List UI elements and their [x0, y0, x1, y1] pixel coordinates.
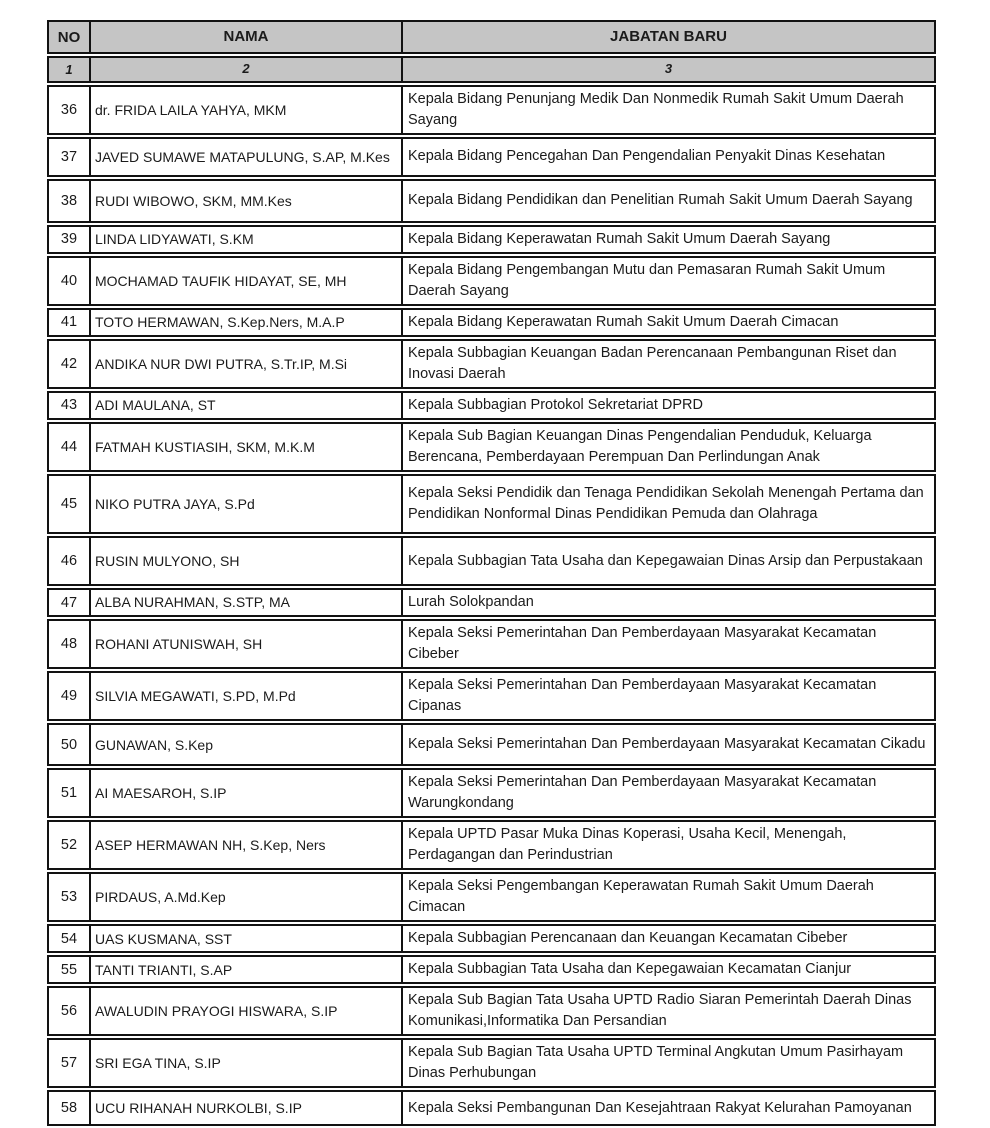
- row-name-cell: NIKO PUTRA JAYA, S.Pd: [91, 476, 403, 532]
- row-number-cell: 53: [49, 874, 91, 920]
- row-position-cell: Kepala Bidang Keperawatan Rumah Sakit Umum Daerah Cimacan: [408, 313, 839, 330]
- row-name-cell: LINDA LIDYAWATI, S.KM: [91, 227, 403, 252]
- row-name-cell: SRI EGA TINA, S.IP: [91, 1040, 403, 1086]
- table-header-row: [47, 20, 936, 54]
- row-name-cell: AWALUDIN PRAYOGI HISWARA, S.IP: [91, 988, 403, 1034]
- table-row: [47, 820, 936, 870]
- table-row: [47, 768, 936, 818]
- row-position-cell: Kepala Subbagian Tata Usaha dan Kepegawaian Dinas Arsip dan Perpustakaan: [408, 552, 923, 569]
- table-row: [47, 619, 936, 669]
- table-row: [47, 179, 936, 223]
- row-number-cell: 43: [49, 393, 91, 418]
- row-name-cell: ANDIKA NUR DWI PUTRA, S.Tr.IP, M.Si: [91, 341, 403, 387]
- table-row: [47, 924, 936, 953]
- row-name-cell: RUSIN MULYONO, SH: [91, 538, 403, 584]
- row-position-cell: Kepala Bidang Pencegahan Dan Pengendalian Penyakit Dinas Kesehatan: [408, 148, 886, 165]
- row-position-cell: Kepala Bidang Keperawatan Rumah Sakit Umum Daerah Sayang: [408, 230, 831, 247]
- row-position-cell: Kepala Sub Bagian Tata Usaha UPTD Radio Siaran Pemerintah Daerah Dinas Komunikasi,Informatika Dan Persandian: [408, 992, 912, 1030]
- row-number-cell: 56: [49, 988, 91, 1034]
- row-position-cell: Kepala Subbagian Perencanaan dan Keuangan Kecamatan Cibeber: [408, 930, 848, 947]
- row-name-cell: UCU RIHANAH NURKOLBI, S.IP: [91, 1092, 403, 1124]
- table-row: [47, 588, 936, 617]
- row-number-cell: 54: [49, 926, 91, 951]
- table-row: [47, 137, 936, 177]
- row-number-cell: 57: [49, 1040, 91, 1086]
- row-name-cell: dr. FRIDA LAILA YAHYA, MKM: [91, 87, 403, 133]
- row-position-cell: Kepala Seksi Pemerintahan Dan Pemberdayaan Masyarakat Kecamatan Cibeber: [408, 625, 877, 663]
- row-number-cell: 37: [49, 139, 91, 175]
- row-name-cell: ROHANI ATUNISWAH, SH: [91, 621, 403, 667]
- row-number-cell: 36: [49, 87, 91, 133]
- table-row: [47, 391, 936, 420]
- table-row: [47, 85, 936, 135]
- row-position-cell: Kepala Subbagian Keuangan Badan Perencanaan Pembangunan Riset dan Inovasi Daerah: [408, 344, 897, 382]
- row-name-cell: ADI MAULANA, ST: [91, 393, 403, 418]
- row-name-cell: ALBA NURAHMAN, S.STP, MA: [91, 590, 403, 615]
- table-row: [47, 955, 936, 984]
- row-position-cell: Kepala Seksi Pendidik dan Tenaga Pendidikan Sekolah Menengah Pertama dan Pendidikan Nonformal Dinas Pendidikan Pemuda dan Olahraga: [408, 485, 924, 523]
- row-name-cell: PIRDAUS, A.Md.Kep: [91, 874, 403, 920]
- row-name-cell: AI MAESAROH, S.IP: [91, 770, 403, 816]
- row-position-cell: Kepala Seksi Pemerintahan Dan Pemberdayaan Masyarakat Kecamatan Warungkondang: [408, 774, 877, 812]
- row-position-cell: Kepala UPTD Pasar Muka Dinas Koperasi, Usaha Kecil, Menengah, Perdagangan dan Perindustrian: [408, 826, 847, 864]
- table-row: [47, 1038, 936, 1088]
- row-name-cell: UAS KUSMANA, SST: [91, 926, 403, 951]
- row-position-cell: Lurah Solokpandan: [408, 594, 534, 611]
- row-name-cell: TANTI TRIANTI, S.AP: [91, 957, 403, 982]
- row-name-cell: GUNAWAN, S.Kep: [91, 725, 403, 764]
- header-col-no: NO: [49, 22, 91, 52]
- row-position-cell: Kepala Sub Bagian Tata Usaha UPTD Terminal Angkutan Umum Pasirhayam Dinas Perhubungan: [408, 1044, 904, 1082]
- row-number-cell: 38: [49, 181, 91, 221]
- row-number-cell: 58: [49, 1092, 91, 1124]
- header-col-jabatan-baru: JABATAN BARU: [610, 28, 727, 46]
- personnel-table: [47, 20, 936, 1128]
- row-name-cell: SILVIA MEGAWATI, S.PD, M.Pd: [91, 673, 403, 719]
- row-number-cell: 49: [49, 673, 91, 719]
- row-position-cell: Kepala Seksi Pemerintahan Dan Pemberdayaan Masyarakat Kecamatan Cipanas: [408, 677, 877, 715]
- row-name-cell: RUDI WIBOWO, SKM, MM.Kes: [91, 181, 403, 221]
- table-row: [47, 536, 936, 586]
- row-number-cell: 51: [49, 770, 91, 816]
- table-row: [47, 256, 936, 306]
- row-name-cell: TOTO HERMAWAN, S.Kep.Ners, M.A.P: [91, 310, 403, 335]
- row-number-cell: 42: [49, 341, 91, 387]
- table-row: [47, 225, 936, 254]
- col-index-3: 3: [664, 61, 673, 76]
- row-position-cell: Kepala Bidang Pengembangan Mutu dan Pemasaran Rumah Sakit Umum Daerah Sayang: [408, 261, 886, 299]
- table-row: [47, 872, 936, 922]
- table-body: [47, 85, 936, 1126]
- row-number-cell: 48: [49, 621, 91, 667]
- col-index-1: 1: [49, 58, 91, 81]
- table-row: [47, 339, 936, 389]
- row-name-cell: JAVED SUMAWE MATAPULUNG, S.AP, M.Kes: [91, 139, 403, 175]
- table-row: [47, 986, 936, 1036]
- table-row: [47, 474, 936, 534]
- row-number-cell: 41: [49, 310, 91, 335]
- table-row: [47, 671, 936, 721]
- row-position-cell: Kepala Seksi Pengembangan Keperawatan Rumah Sakit Umum Daerah Cimacan: [408, 878, 874, 916]
- row-number-cell: 45: [49, 476, 91, 532]
- row-number-cell: 46: [49, 538, 91, 584]
- row-position-cell: Kepala Subbagian Tata Usaha dan Kepegawaian Kecamatan Cianjur: [408, 961, 852, 978]
- row-name-cell: ASEP HERMAWAN NH, S.Kep, Ners: [91, 822, 403, 868]
- row-position-cell: Kepala Seksi Pembangunan Dan Kesejahtraan Rakyat Kelurahan Pamoyanan: [408, 1099, 912, 1116]
- row-number-cell: 52: [49, 822, 91, 868]
- table-row: [47, 1090, 936, 1126]
- row-number-cell: 47: [49, 590, 91, 615]
- row-position-cell: Kepala Bidang Pendidikan dan Penelitian Rumah Sakit Umum Daerah Sayang: [408, 192, 913, 209]
- row-position-cell: Kepala Sub Bagian Keuangan Dinas Pengendalian Penduduk, Keluarga Berencana, Pemberdayaan Perempuan Dan Perlindungan Anak: [408, 427, 872, 465]
- row-number-cell: 50: [49, 725, 91, 764]
- row-position-cell: Kepala Subbagian Protokol Sekretariat DPRD: [408, 396, 703, 413]
- row-name-cell: MOCHAMAD TAUFIK HIDAYAT, SE, MH: [91, 258, 403, 304]
- row-number-cell: 44: [49, 424, 91, 470]
- table-column-index-row: [47, 56, 936, 83]
- row-number-cell: 39: [49, 227, 91, 252]
- col-index-2: 2: [91, 58, 403, 81]
- row-position-cell: Kepala Bidang Penunjang Medik Dan Nonmedik Rumah Sakit Umum Daerah Sayang: [408, 90, 904, 128]
- header-col-nama: NAMA: [91, 22, 403, 52]
- table-row: [47, 308, 936, 337]
- row-number-cell: 40: [49, 258, 91, 304]
- row-number-cell: 55: [49, 957, 91, 982]
- row-position-cell: Kepala Seksi Pemerintahan Dan Pemberdayaan Masyarakat Kecamatan Cikadu: [408, 736, 926, 753]
- table-row: [47, 422, 936, 472]
- table-row: [47, 723, 936, 766]
- row-name-cell: FATMAH KUSTIASIH, SKM, M.K.M: [91, 424, 403, 470]
